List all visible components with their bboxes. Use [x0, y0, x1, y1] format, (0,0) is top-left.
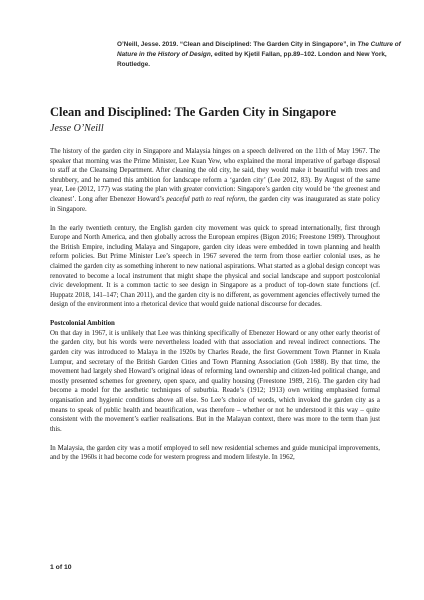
- paragraph-4: In Malaysia, the garden city was a motif employed to sell new residential schemes and guide municipal improvements, and by the 1960s it had become code for western progress and modern lifestyle. In 1962,: [50, 444, 380, 462]
- article-title: Clean and Disciplined: The Garden City in Singapore: [50, 105, 337, 119]
- paragraph-2: In the early twentieth century, the English garden city movement was quick to spread internationally, first through Europe and North America, and then globally across the European empires (Bigon 2016; Freestone 1989). Throughout the British Empire, including Malaya and Singapore, garden city ideas were embedded in town planning and health reform policies. But Prime Minister Lee’s speech in 1967 severed the term from those earlier colonial uses, as he claimed the garden city as something inherent to new national aspirations. What started as a global design concept was renovated to become a local instrument that might shape the physical and social landscape and support postcolonial civic development. It is a common tactic to see design in Singapore as a product of top-down state functions (cf. Huppatz 2018, 141–147; Chan 2011), and the garden city is no different, as government agencies effectively turned the design of the environment into a rhetorical device that would guide national discourse for decades.: [50, 224, 380, 309]
- paragraph-1-text-b: , the garden city was inaugurated as state policy in Singapore.: [50, 195, 381, 213]
- citation-suffix: , edited by Kjetil Fallan, pp.89–102. London and New York, Routledge.: [117, 51, 387, 68]
- paragraph-3: On that day in 1967, it is unlikely that Lee was thinking specifically of Ebenezer Howard or any other early theorist of the garden city, but his words were nevertheless loaded with that association and reveal indirect connections. The garden city was introduced to Malaya in the 1920s by Charles Reade, the first Government Town Planner in Kuala Lumpur, and secretary of the British Garden Cities and Town Planning Association (Goh 1988). By that time, the movement had largely shed Howard’s original ideas of reforming land ownership and citizen-led political change, and mostly presented schemes for greenery, open space, and quality housing (Freestone 1989, 216). The garden city had become a model for the aesthetic techniques of suburbia. Reade’s (1912; 1913) own writing emphasised formal organisation and hygienic conditions above all else. So Lee’s choice of words, which invoked the garden city as a means to speak of public health and beautification, was therefore – whether or not he understood it this way – quite consistent with the movement’s earlier realisations. But in the Malayan context, there was more to the term than just this.: [50, 329, 380, 433]
- paragraph-1-text-a: The history of the garden city in Singapore and Malaysia hinges on a speech delivered on the 11th of May 1967. The speaker that morning was the Prime Minister, Lee Kuan Yew, who explained the moral imperative of garbage disposal to staff at the Cleansing Department. After cleaning the old city, he said, they would make it beautiful with trees and shrubbery, and he named this ambition for landscape reform a ‘garden city’ (Lee 2012, 83). By August of the same year, Lee (2012, 177) was stating the plan with greater conviction: Singapore’s garden city would be ‘the greenest and cleanest’. Long after Ebenezer Howard’s: [50, 148, 380, 203]
- paragraph-1-italic: peaceful path to real reform: [166, 195, 246, 203]
- page-number: 1 of 10: [50, 564, 72, 571]
- article-body: [50, 147, 380, 472]
- article-author: Jesse O’Neill: [50, 123, 104, 134]
- section-heading: Postcolonial Ambition: [50, 320, 115, 328]
- paragraph-1: [50, 147, 380, 214]
- citation-prefix: O’Neill, Jesse. 2019. “Clean and Disciplined: The Garden City in Singapore”, in: [117, 41, 358, 48]
- citation-book-title: The Culture of Nature in the History of Design: [117, 41, 401, 58]
- citation-block: [117, 40, 407, 70]
- section-1: [50, 319, 380, 434]
